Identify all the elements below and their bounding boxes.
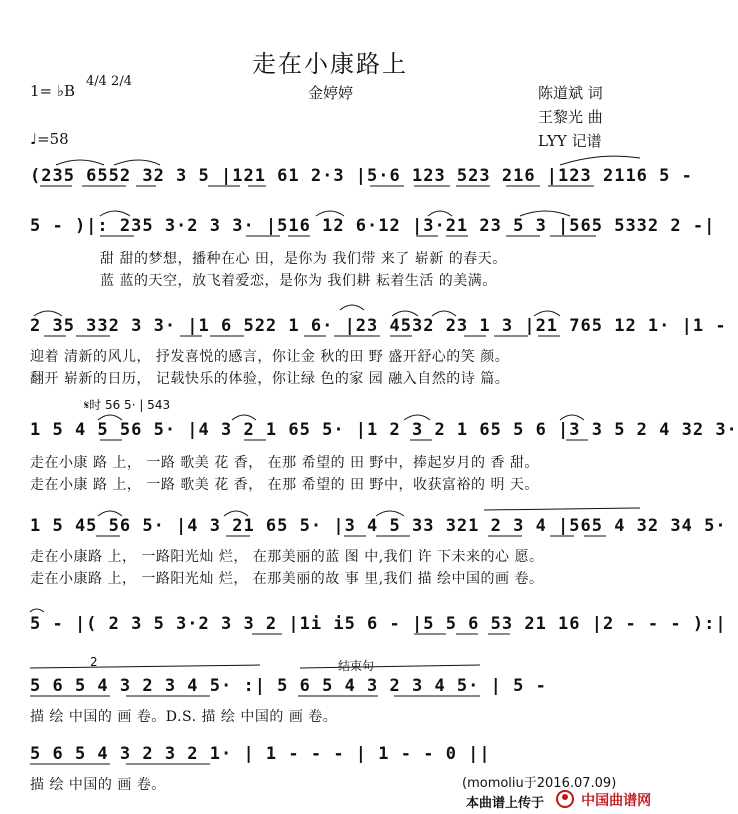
ending-2-number: 2	[90, 655, 98, 669]
lyric-row-7: 描 绘 中国的 画 卷。D.S. 描 绘 中国的 画 卷。	[30, 709, 338, 725]
segno-ds-marking: 𝄋时 56 5· | 543	[84, 398, 171, 412]
notation-row-8: 5 6 5 4 3 2 3 2 1· | 1 - - - | 1 - - 0 ||	[30, 744, 491, 764]
lyric-row-5-verse-1: 走在小康路 上， 一路阳光灿 烂， 在那美丽的蓝 图 中,我们 许 下未来的心 愿。	[30, 549, 544, 565]
lyric-row-2-verse-1: 甜 甜的梦想，播种在心 田，是你为 我们带 来了 崭新 的春天。	[100, 251, 507, 267]
uploaded-to-label: 本曲谱上传于	[466, 796, 545, 811]
upload-credit: (momoliu于2016.07.09)	[462, 776, 617, 791]
notation-row-6: 5 - |( 2 3 5 3·2 3 3 2 |1i i5 6 - |5 5 6 53 21 16 |2 - - - ):|	[30, 614, 727, 634]
lyric-row-2-verse-2: 蓝 蓝的天空，放飞着爱恋，是你为 我们耕 耘着生活 的美满。	[100, 273, 497, 289]
notation-row-5: 1 5 45 56 5· |4 3 21 65 5· |3 4 5 33 321 2 3 4 |565 4 32 34 5·	[30, 516, 727, 536]
song-title: 走在小康路上	[252, 50, 408, 78]
notation-row-7: 5 6 5 4 3 2 3 4 5· :| 5 6 5 4 3 2 3 4 5· | 5 -	[30, 676, 547, 696]
notation-row-1: (235 6552 32 3 5 |121 61 2·3 |5·6 123 523 216 |123 2116 5 -	[30, 166, 693, 186]
notation-row-4: 1 5 4 5 56 5· |4 3 2 1 65 5· |1 2 3 2 1 65 5 6 |3 3 5 2 4 32 3·	[30, 420, 738, 440]
lyric-row-3-verse-1: 迎着 清新的风儿， 抒发喜悦的感言，你让金 秋的田 野 盛开舒心的笑 颜。	[30, 349, 510, 365]
lyric-row-4-verse-2: 走在小康 路 上， 一路 歌美 花 香， 在那 希望的 田 野中，收获富裕的 明 天。	[30, 477, 539, 493]
lyric-row-3-verse-2: 翻开 崭新的日历， 记载快乐的体验，你让绿 色的家 园 融入自然的诗 篇。	[30, 371, 510, 387]
transcriber-credit: LYY 记谱	[538, 132, 602, 150]
notation-row-2: 5 - )|: 235 3·2 3 3· |516 12 6·12 |3·21 23 5 3 |565 5332 2 -|	[30, 216, 716, 236]
notation-row-3: 2 35 332 3 3· |1 6 522 1 6· |23 4532 23 1 3 |21 765 12 1· |1 -	[30, 316, 727, 336]
time-signature: 4/4 2/4	[86, 74, 132, 89]
site-name: 中国曲谱网	[581, 793, 652, 809]
singer-name: 金婷婷	[308, 84, 354, 102]
lyric-row-8: 描 绘 中国的 画 卷。	[30, 777, 166, 793]
lyric-row-4-verse-1: 走在小康 路 上， 一路 歌美 花 香， 在那 希望的 田 野中，捧起岁月的 香 甜。	[30, 455, 539, 471]
lyric-row-5-verse-2: 走在小康路 上， 一路阳光灿 烂， 在那美丽的故 事 里,我们 描 绘中国的画 卷。	[30, 571, 544, 587]
coda-label: 结束句	[338, 659, 375, 673]
tempo-marking: ♩=58	[30, 130, 69, 148]
lyricist-credit: 陈道斌 词	[538, 84, 603, 102]
composer-credit: 王黎光 曲	[538, 108, 603, 126]
key-signature: 1= ♭B	[30, 82, 75, 100]
